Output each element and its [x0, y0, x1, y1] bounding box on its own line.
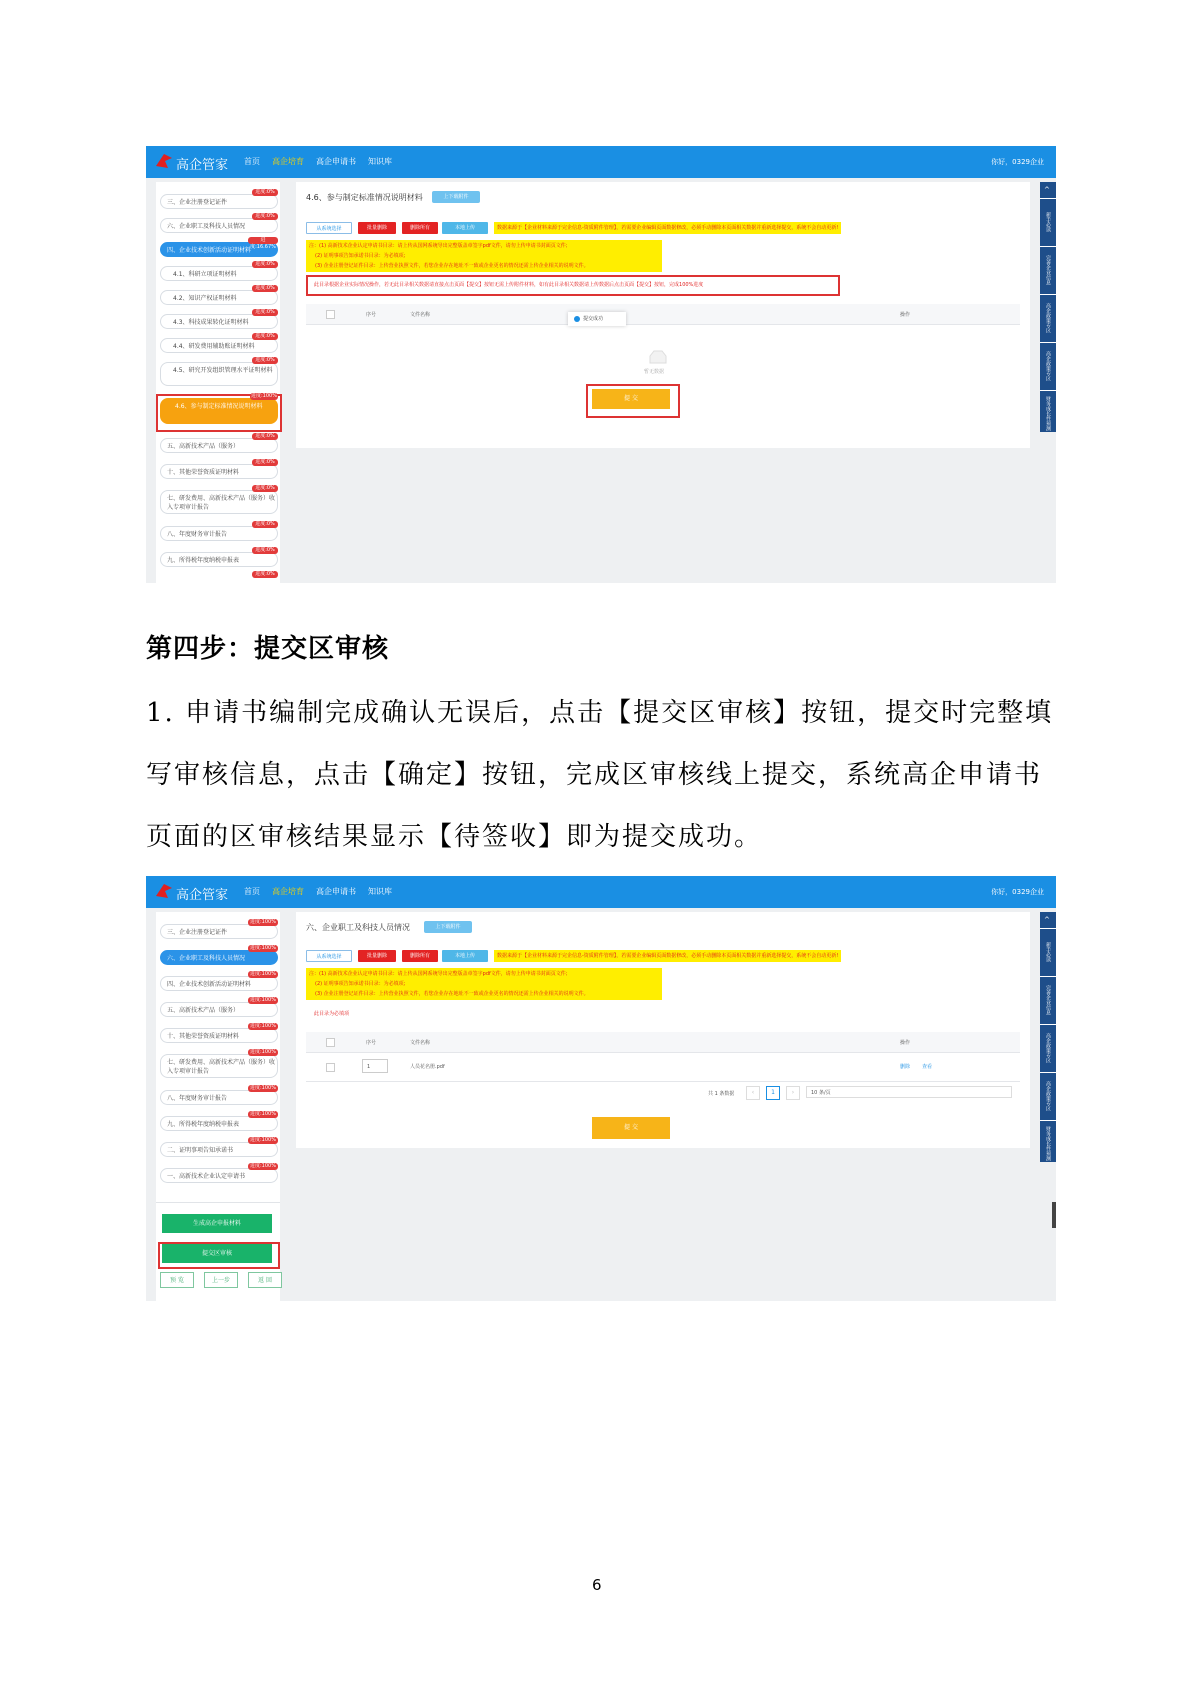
empty-box-icon [648, 350, 668, 364]
sidebar-item[interactable]: 七、研发费用、高新技术产品（服务）收入专项审计报告 [160, 1054, 278, 1078]
preview-button[interactable]: 预 览 [160, 1272, 194, 1288]
progress-badge: 进度:100% [251, 393, 277, 399]
progress-badge: 进度:0% [252, 521, 278, 528]
submit-district-review-button[interactable]: 提交区审核 [162, 1244, 272, 1263]
source-notice: 数据来源于【企业材料来源于完企信息-资质附件管理】，若需要企业编辑页面数据修改，必须手动删除本页面相关数据并重新选择提交，系统不会自动更新! [494, 950, 841, 962]
sidebar-item[interactable]: 4.1、科研立项证明材料 [160, 266, 278, 281]
sidebar [156, 912, 280, 1301]
right-tab[interactable]: 新手必读 [1045, 942, 1051, 962]
right-tab[interactable]: 高企政策专区 [1045, 303, 1051, 333]
delete-link[interactable]: 删除 [900, 1064, 911, 1070]
divider [1040, 928, 1056, 929]
th-filename: 文件名称 [410, 1040, 431, 1046]
next-page-button[interactable]: › [786, 1086, 800, 1100]
progress-badge: 进度:100% [248, 997, 278, 1004]
main-nav [244, 886, 392, 897]
sidebar-item[interactable]: 三、企业注册登记证件 [160, 924, 278, 939]
sidebar-item[interactable]: 4.2、知识产权证明材料 [160, 290, 278, 305]
seq-input[interactable]: 1 [362, 1059, 388, 1073]
sidebar [156, 182, 280, 583]
prev-page-button[interactable]: ‹ [746, 1086, 760, 1100]
right-toolbar [1040, 182, 1056, 432]
view-link[interactable]: 查看 [922, 1064, 933, 1070]
progress-badge: 进度:100% [248, 1137, 278, 1144]
table-header [306, 1032, 1020, 1053]
progress-badge: 进度:100% [248, 1049, 278, 1056]
page-number: 6 [592, 1576, 602, 1594]
sidebar-item[interactable]: 四、企业技术创新活动证明材料 [160, 242, 278, 257]
progress-badge: 进度:100% [248, 945, 278, 952]
th-seq: 序号 [366, 1040, 377, 1046]
note-line: (2) 证明事项告知承诺书目录：为必填项; [315, 253, 406, 259]
nav-cultivate[interactable]: 高企培育 [272, 157, 304, 166]
divider [1040, 1120, 1056, 1121]
section-title: 六、企业职工及科技人员情况 [306, 923, 410, 932]
sidebar-item-active[interactable]: 4.6、参与制定标准情况说明材料 [160, 398, 278, 424]
progress-badge: 进度:0% [252, 213, 278, 220]
right-tab[interactable]: 新手必读 [1045, 212, 1051, 232]
user-menu[interactable]: 你好，0329企业 [991, 888, 1044, 896]
sidebar-item[interactable]: 4.5、研究开发组织管理水平证明材料 [160, 362, 278, 386]
download-button[interactable]: 上下载附件 [432, 191, 480, 203]
sidebar-item[interactable]: 一、高新技术企业认定申请书 [160, 1168, 278, 1183]
scroll-handle[interactable] [1052, 1202, 1056, 1228]
progress-badge: 进度:0% [252, 333, 278, 340]
divider [1040, 1072, 1056, 1073]
select-from-system-button[interactable]: 从系统选择 [306, 222, 352, 234]
batch-delete-button[interactable]: 批量删除 [358, 222, 396, 234]
right-tab[interactable]: 财务成长性预测 [1045, 395, 1051, 431]
th-action: 操作 [900, 1040, 911, 1046]
sidebar-item[interactable]: 六、企业职工及科技人员情况 [160, 218, 278, 233]
th-filename: 文件名称 [410, 312, 431, 318]
table-header [306, 304, 1020, 325]
progress-badge: 进度:0% [252, 261, 278, 268]
submit-button[interactable]: 提 交 [592, 1117, 670, 1139]
nav-knowledge[interactable]: 知识库 [368, 887, 392, 896]
sidebar-item[interactable]: 4.4、研发费用辅助账证明材料 [160, 338, 278, 353]
nav-home[interactable]: 首页 [244, 157, 260, 166]
screenshot-2 [146, 876, 1056, 1301]
note-line: (2) 证明事项告知承诺书目录：为必填项; [315, 981, 406, 987]
progress-badge: 进度:0% [252, 547, 278, 554]
select-from-system-button[interactable]: 从系统选择 [306, 950, 352, 962]
source-notice: 数据来源于【企业材料来源于完企信息-资质附件管理】，若需要企业编辑页面数据修改，必须手动删除本页面相关数据并重新选择提交，系统不会自动更新! [494, 222, 841, 234]
screenshot-1 [146, 146, 1056, 583]
step-heading: 第四步：提交区审核 [146, 634, 390, 664]
paragraph-line: 写审核信息，点击【确定】按钮，完成区审核线上提交，系统高企申请书 [146, 760, 1043, 790]
toast: 提交成功 [568, 312, 626, 326]
divider [1040, 246, 1056, 247]
submit-button[interactable]: 提 交 [592, 389, 670, 409]
divider [1040, 198, 1056, 199]
progress-badge: 进度:0% [252, 571, 278, 578]
download-button[interactable]: 上下载附件 [424, 921, 472, 933]
sidebar-item[interactable]: 九、所得税年度纳税申报表 [160, 1116, 278, 1131]
table-row [306, 1053, 1020, 1082]
paragraph-line: 1. 申请书编制完成确认无误后，点击【提交区审核】按钮，提交时完整填 [146, 698, 1054, 728]
sidebar-item[interactable]: 五、高新技术产品（服务） [160, 438, 278, 453]
progress-badge: 进度:16.67% [248, 237, 278, 244]
divider [1040, 976, 1056, 977]
empty-text: 暂无数据 [644, 369, 665, 375]
back-button[interactable]: 返 回 [248, 1272, 282, 1288]
sidebar-item[interactable]: 八、年度财务审计报告 [160, 1090, 278, 1105]
main-nav [244, 156, 392, 167]
sidebar-item[interactable]: 四、企业技术创新活动证明材料 [160, 976, 278, 991]
sidebar-item[interactable]: 三、企业注册登记证件 [160, 194, 278, 209]
collapse-icon[interactable]: ^ [1044, 186, 1050, 194]
batch-delete-button[interactable]: 批量删除 [358, 950, 396, 962]
note-line: 注：(1) 高新技术企业认定申请书目录：请上传从国网系统导出完整版盖章签字pdf文件，请勿上传申请书封面页文件; [309, 243, 568, 249]
upload-notes [306, 240, 662, 272]
right-tab[interactable]: 高企政策专区 [1045, 351, 1051, 381]
sidebar-item[interactable]: 七、研发费用、高新技术产品（服务）收入专项审计报告 [160, 490, 278, 514]
note-line: 注：(1) 高新技术企业认定申请书目录：请上传从国网系统导出完整版盖章签字pdf文件，请勿上传申请书封面页文件; [309, 971, 568, 977]
progress-badge: 进度:100% [248, 1085, 278, 1092]
logo-icon [154, 152, 174, 170]
progress-badge: 进度:0% [252, 357, 278, 364]
select-all-checkbox[interactable] [326, 1038, 335, 1047]
divider [1040, 294, 1056, 295]
divider [1040, 390, 1056, 391]
local-upload-button[interactable]: 本地上传 [442, 222, 488, 234]
progress-badge: 进度:0% [252, 189, 278, 196]
nav-cultivate[interactable]: 高企培育 [272, 887, 304, 896]
sidebar-item[interactable]: 二、证明事项告知承诺书 [160, 1142, 278, 1157]
info-icon [574, 316, 580, 322]
divider [1040, 1024, 1056, 1025]
tip-text: 此目录根据企业实际情况操作，若无此目录相关数据请直接点击页面【提交】按钮无需上传附件材料，如有此目录相关数据请上传数据后点击页面【提交】按钮，完成100%进度 [314, 282, 704, 288]
sidebar-item-active[interactable]: 六、企业职工及科技人员情况 [160, 950, 278, 965]
divider [156, 1202, 280, 1203]
note-line: (3) 企业注册登记证件目录：上传营业执照文件，若您企业存在地址不一致或企业更名的情况还需上传企业相关的说明文件。 [315, 263, 589, 269]
page-number[interactable]: 1 [766, 1086, 780, 1100]
divider [1040, 342, 1056, 343]
right-tab[interactable]: 高企政策专区 [1045, 1033, 1051, 1063]
paragraph-line: 页面的区审核结果显示【待签收】即为提交成功。 [146, 822, 763, 852]
nav-application[interactable]: 高企申请书 [316, 157, 356, 166]
brand-name: 高企管家 [176, 888, 229, 903]
sidebar-item[interactable]: 八、年度财务审计报告 [160, 526, 278, 541]
progress-badge: 进度:0% [252, 485, 278, 492]
select-all-checkbox[interactable] [326, 310, 335, 319]
prev-step-button[interactable]: 上一步 [204, 1272, 238, 1288]
delete-all-button[interactable]: 删除所有 [402, 950, 438, 962]
brand-name: 高企管家 [176, 158, 229, 173]
progress-badge: 进度:100% [248, 1111, 278, 1118]
nav-home[interactable]: 首页 [244, 887, 260, 896]
right-toolbar [1040, 912, 1056, 1162]
nav-application[interactable]: 高企申请书 [316, 887, 356, 896]
local-upload-button[interactable]: 本地上传 [442, 950, 488, 962]
user-menu[interactable]: 你好，0329企业 [991, 158, 1044, 166]
sidebar-item[interactable]: 十、其他荣誉资质证明材料 [160, 464, 278, 479]
right-tab[interactable]: 完善企业信息 [1045, 985, 1051, 1015]
main-panel [296, 182, 1030, 448]
note-line: (3) 企业注册登记证件目录：上传营业执照文件，若您企业存在地址不一致或企业更名的情况还需上传企业相关的说明文件。 [315, 991, 589, 997]
section-title: 4.6、参与制定标准情况说明材料 [306, 193, 423, 202]
th-action: 操作 [900, 312, 911, 318]
top-navbar [146, 146, 1056, 178]
progress-badge: 进度:0% [252, 285, 278, 292]
right-tab[interactable]: 高企政策专区 [1045, 1081, 1051, 1111]
progress-badge: 进度:100% [248, 1163, 278, 1170]
total-count: 共 1 条数据 [708, 1091, 735, 1097]
delete-all-button[interactable]: 删除所有 [402, 222, 438, 234]
progress-badge: 进度:100% [248, 971, 278, 978]
main-panel [296, 912, 1030, 1148]
progress-badge: 进度:0% [252, 433, 278, 440]
right-tab[interactable]: 完善企业信息 [1045, 255, 1051, 285]
page-size-select[interactable]: 10 条/页 [806, 1086, 1012, 1098]
file-name: 人员花名册.pdf [410, 1064, 445, 1070]
progress-badge: 进度:0% [252, 309, 278, 316]
logo-icon [154, 882, 174, 900]
progress-badge: 进度:0% [252, 459, 278, 466]
tip-text: 此目录为必填项 [314, 1011, 350, 1017]
collapse-icon[interactable]: ^ [1044, 916, 1050, 924]
progress-badge: 进度:100% [248, 1023, 278, 1030]
generate-materials-button[interactable]: 生成高企申报材料 [162, 1214, 272, 1233]
sidebar-item[interactable]: 五、高新技术产品（服务） [160, 1002, 278, 1017]
nav-knowledge[interactable]: 知识库 [368, 157, 392, 166]
th-seq: 序号 [366, 312, 377, 318]
sidebar-item[interactable]: 九、所得税年度纳税申报表 [160, 552, 278, 567]
top-navbar [146, 876, 1056, 908]
sidebar-item[interactable]: 十、其他荣誉资质证明材料 [160, 1028, 278, 1043]
progress-badge: 进度:100% [248, 919, 278, 926]
upload-notes [306, 968, 662, 1000]
sidebar-item[interactable]: 4.3、科技成果转化证明材料 [160, 314, 278, 329]
row-checkbox[interactable] [326, 1063, 335, 1072]
right-tab[interactable]: 财务成长性预测 [1045, 1125, 1051, 1161]
